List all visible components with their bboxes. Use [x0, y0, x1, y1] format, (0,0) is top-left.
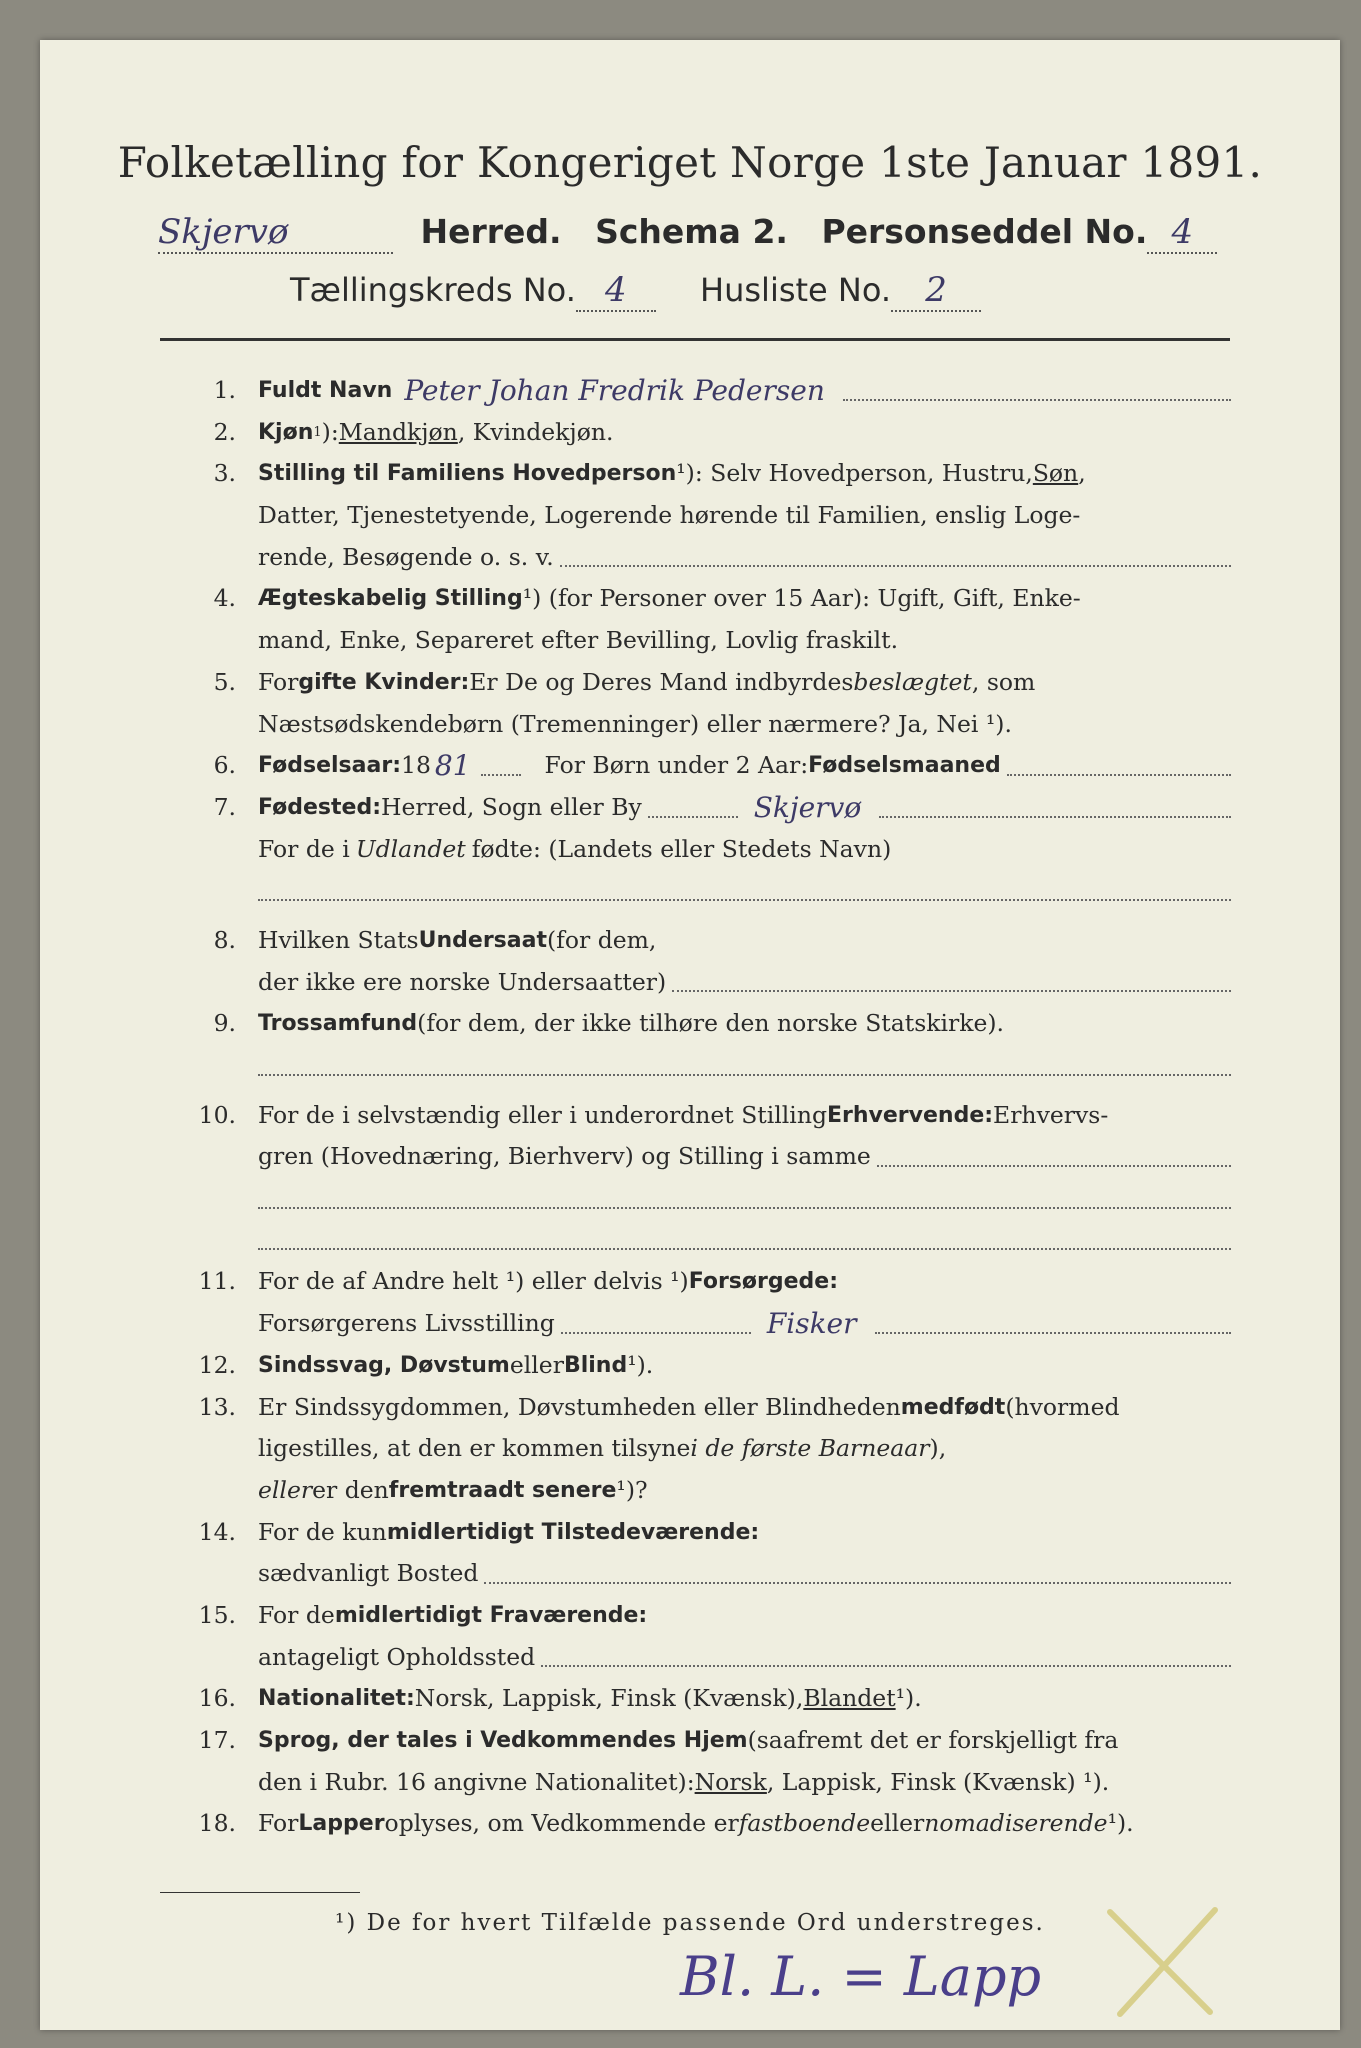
signature: Bl. L. = Lapp: [680, 1945, 1042, 2008]
item-15: 15. For de midlertidigt Fraværende:: [160, 1595, 1235, 1637]
husliste-no: 2: [925, 270, 947, 310]
label-sindssvag: Sindssvag, Døvstum: [258, 1352, 510, 1378]
item-11: 11. For de af Andre helt ¹) eller delvis ¹) Forsørgede:: [160, 1261, 1235, 1303]
item-16: 16. Nationalitet: Norsk, Lappisk, Finsk (Kvænsk), Blandet ¹).: [160, 1678, 1235, 1720]
answer-forsorger: Fisker: [766, 1307, 857, 1341]
personseddel-label: Personseddel No.: [821, 212, 1148, 251]
label-undersaat: Undersaat: [418, 927, 547, 953]
footnote: ¹) De for hvert Tilfælde passende Ord understreges.: [335, 1910, 1045, 1936]
item-4: 4. Ægteskabelig Stilling ¹) (for Personer over 15 Aar): Ugift, Gift, Enke-: [160, 578, 1235, 620]
selected-norsk: Norsk: [694, 1767, 767, 1796]
item-14: 14. For de kun midlertidigt Tilstedeværende:: [160, 1512, 1235, 1554]
answer-birth-year: 81: [434, 749, 471, 783]
label-fuldt-navn: Fuldt Navn: [258, 378, 393, 403]
kreds-line: [290, 270, 1140, 316]
item-5: 5. For gifte Kvinder: Er De og Deres Mand indbyrdes beslægtet , som: [160, 662, 1235, 704]
item-8: 8. Hvilken Stats Undersaat (for dem,: [160, 920, 1235, 962]
item-6: 6. Fødselsaar: 18 81 For Børn under 2 Aar: Fødselsmaaned: [160, 745, 1235, 787]
kreds-no: 4: [605, 270, 627, 310]
item-17: 17. Sprog, der tales i Vedkommendes Hjem (saafremt det er forskjelligt fra: [160, 1720, 1235, 1762]
label-tilstedevaerende: midlertidigt Tilstedeværende:: [386, 1519, 760, 1545]
selected-son: Søn: [1032, 459, 1079, 488]
item-10: 10. For de i selvstændig eller i underordnet Stilling Erhvervende: Erhvervs-: [160, 1095, 1235, 1137]
label-fravaerende: midlertidigt Fraværende:: [334, 1602, 648, 1628]
selected-blandet: Blandet: [803, 1684, 896, 1713]
schema-label: Schema 2.: [595, 212, 788, 251]
form-title: Folketælling for Kongeriget Norge 1ste Januar 1891.: [117, 138, 1263, 187]
answer-name: Peter Johan Fredrik Pedersen: [404, 374, 825, 407]
item-12: 12. Sindssvag, Døvstum eller Blind ¹).: [160, 1345, 1235, 1387]
label-fodselsaar: Fødselsaar:: [258, 753, 401, 779]
label-nationalitet: Nationalitet:: [258, 1686, 415, 1712]
footnote-rule: [160, 1892, 360, 1893]
herred-line: [158, 212, 1238, 258]
selected-mandkjon: Mandkjøn: [338, 417, 458, 446]
label-sprog: Sprog, der tales i Vedkommendes Hjem: [258, 1728, 748, 1753]
census-form: [40, 40, 1340, 2030]
label-stilling: Stilling til Familiens Hovedperson: [258, 461, 677, 487]
label-gifte-kvinder: gifte Kvinder:: [298, 669, 470, 695]
item-2: 2. Kjøn 1 ): Mandkjøn , Kvindekjøn.: [160, 412, 1235, 454]
item-3: 3. Stilling til Familiens Hovedperson ¹): Selv Hovedperson, Hustru, Søn ,: [160, 453, 1235, 495]
item-1: 1. Fuldt Navn Peter Johan Fredrik Pedersen: [160, 370, 1235, 412]
herred-label: Herred.: [420, 212, 562, 251]
label-fodselsmaaned: Fødselsmaaned: [808, 753, 1001, 779]
answer-birthplace: Skjervø: [753, 790, 862, 824]
label-lapper: Lapper: [298, 1811, 385, 1837]
item-18: 18. For Lapper oplyses, om Vedkommende er fastboende eller nomadiserende ¹).: [160, 1803, 1235, 1845]
label-medfodt: medfødt: [900, 1394, 1006, 1420]
header-rule: [160, 338, 1230, 341]
item-13: 13. Er Sindssygdommen, Døvstumheden eller Blindheden medfødt (hvormed: [160, 1387, 1235, 1429]
label-fodested: Fødested:: [258, 794, 381, 820]
label-forsorgede: Forsørgede:: [688, 1269, 838, 1295]
label-kjon: Kjøn: [258, 419, 314, 445]
item-7: 7. Fødested: Herred, Sogn eller By Skjervø: [160, 787, 1235, 829]
kreds-label: Tællingskreds No.: [290, 271, 576, 309]
label-fremtraadt: fremtraadt senere: [388, 1477, 617, 1503]
cross-mark-icon: [1100, 1902, 1230, 2022]
item-9: 9. Trossamfund (for dem, der ikke tilhøre den norske Statskirke).: [160, 1003, 1235, 1045]
herred-name: Skjervø: [158, 212, 289, 252]
label-erhvervende: Erhvervende:: [827, 1102, 994, 1128]
form-items: 1. Fuldt Navn Peter Johan Fredrik Pedersen 2. Kjøn 1 ): Mandkjøn , Kvindekjøn. 3. Stilling til Familiens Hovedperson ¹): Selv Hovedperson, Hustru, Søn , Datter, Tjenestetyende, Logerende hørende til Familien, enslig Loge- rende, Besøgende o. s. v. 4. Ægteskabelig Stilling ¹) (for Personer over 15 Aar): Ugift, Gift, Enke- mand, Enke, Separeret efter Bevilling, Lovlig fraskilt. 5. For gifte Kvinder: Er De og Deres Mand indbyrdes beslægtet , som Næstsødskendebørn (Tremenninger) eller nærmere? Ja, Nei ¹). 6. Fødselsaar: 18 81 For Børn under 2 Aar: Fødselsmaaned 7. Fødested: Herred, Sogn eller By Skjervø For de i Udlandet fødte: (Landets eller Stedets Navn) 8. Hvilken Stats Undersaat (for dem, der ikke ere norske Undersaatter) 9. Trossamfund (for dem, der ikke tilhøre den norske Statskirke). 10. For de i selvstændig eller i underordnet Stilling Erhvervende: Erhvervs- gren (Hovednæring, Bierhverv) og Stilling i samme 11. For de af Andre helt ¹) eller delvis ¹) Forsørgede: Forsørgerens Livsstilling Fisker 12. Sindssvag, Døvstum eller Blind ¹). 13. Er Sindssygdommen, Døvstumheden eller Blindheden medfødt (hvormed ligestilles, at den er kommen tilsyne i de første Barneaar ), eller er den fremtraadt senere ¹)? 14. For de kun midlertidigt Tilstedeværende: sædvanligt Bosted 15. For de midlertidigt Fraværende: antageligt Opholdssted 16. Nationalitet: Norsk, Lappisk, Finsk (Kvænsk), Blandet ¹). 17. Sprog, der tales i Vedkommendes Hjem (saafremt det er forskjelligt fra den i Rubr. 16 angivne Nationalitet): Norsk , Lappisk, Finsk (Kvænsk) ¹). 18. For Lapper oplyses, om Vedkommende er fastboende eller nomadiserende ¹).: [160, 370, 1235, 1845]
husliste-label: Husliste No.: [700, 271, 892, 309]
label-aegteskabelig: Ægteskabelig Stilling: [258, 586, 523, 612]
label-trossamfund: Trossamfund: [258, 1011, 418, 1037]
personseddel-no: 4: [1171, 212, 1194, 252]
